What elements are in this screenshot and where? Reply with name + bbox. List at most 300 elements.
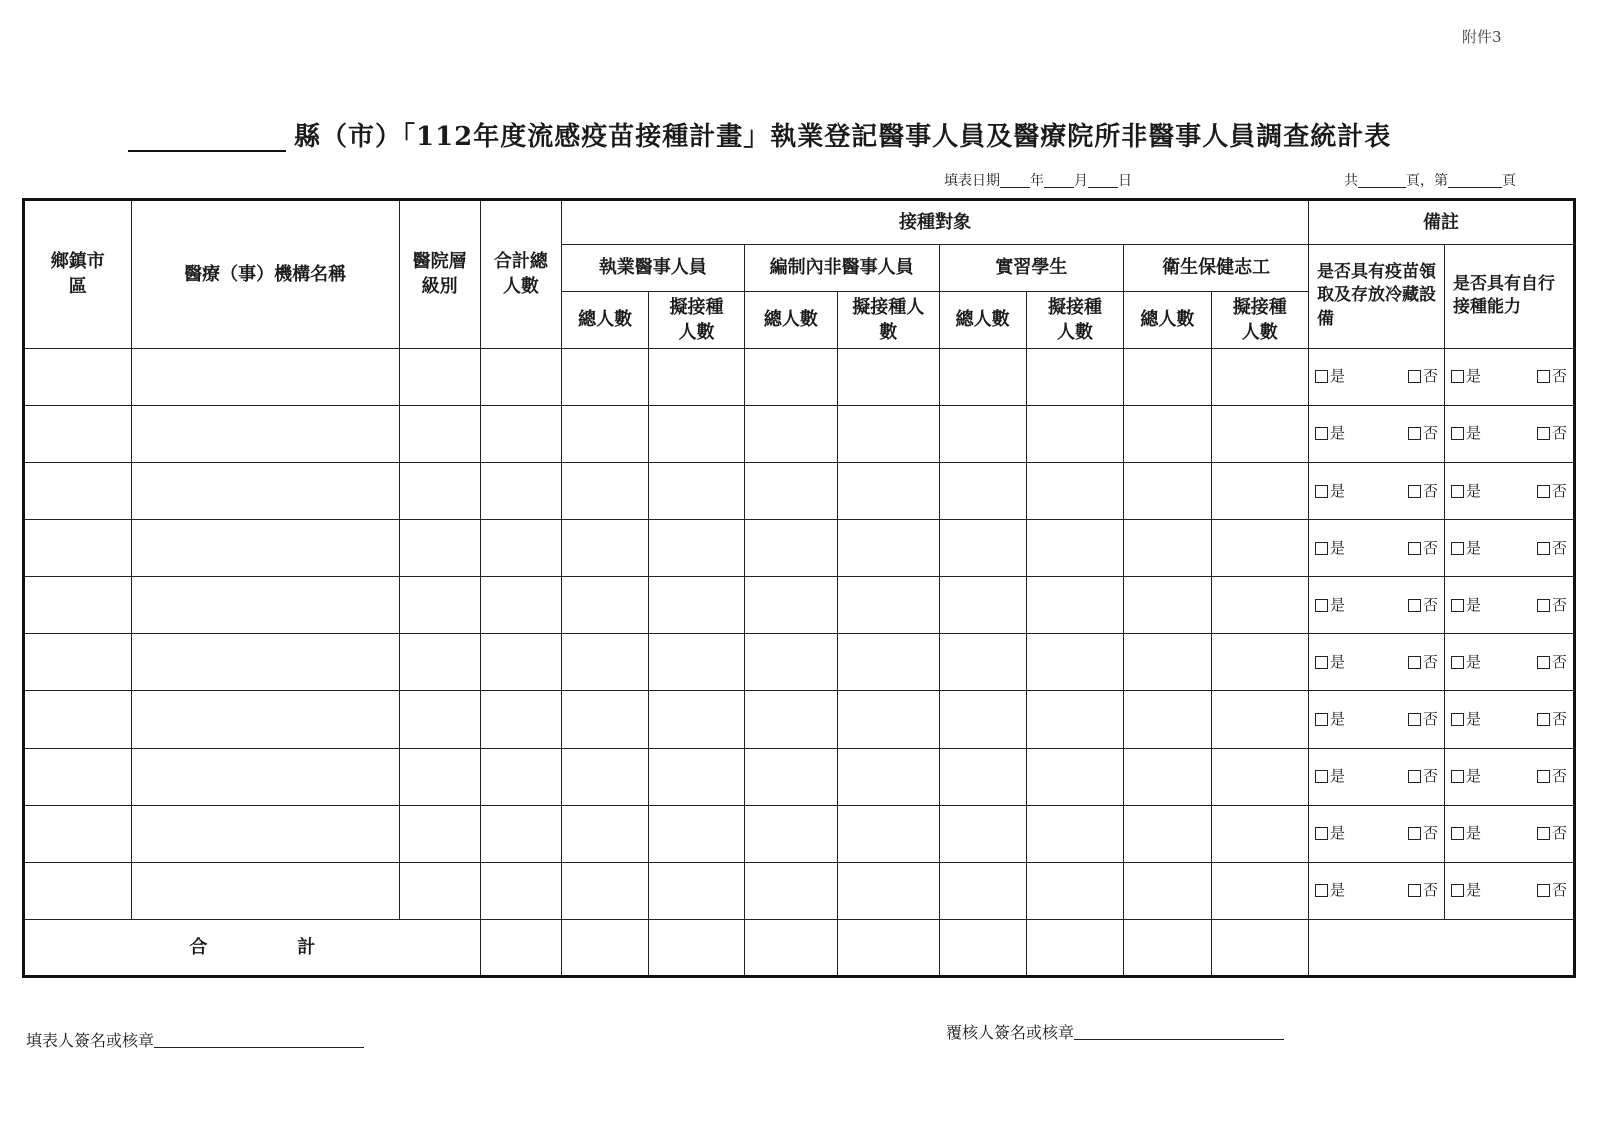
checkbox-no[interactable] — [1408, 823, 1438, 844]
page-unit-label-2: 頁 — [1502, 173, 1516, 189]
table-cell[interactable] — [838, 577, 940, 634]
table-cell[interactable] — [480, 805, 561, 862]
table-cell[interactable] — [838, 634, 940, 691]
checkbox-square-icon[interactable] — [1408, 370, 1421, 383]
table-cell[interactable] — [561, 520, 648, 577]
checkbox-yes[interactable] — [1315, 823, 1345, 844]
total-row — [24, 919, 1575, 976]
checkbox-yes[interactable] — [1451, 823, 1481, 844]
checkbox-square-icon[interactable] — [1315, 770, 1328, 783]
checkbox-yes-label: 是 — [1465, 538, 1481, 557]
table-cell[interactable] — [1026, 691, 1123, 748]
table-cell[interactable] — [1211, 520, 1308, 577]
table-cell[interactable] — [1211, 748, 1308, 805]
table-cell[interactable] — [939, 691, 1026, 748]
table-cell[interactable] — [131, 463, 399, 520]
checkbox-yes-label: 是 — [1465, 824, 1481, 843]
table-cell[interactable] — [399, 463, 480, 520]
checkbox-no-label: 否 — [1551, 538, 1567, 557]
filler-signature-label: 填表人簽名或核章 — [26, 1031, 155, 1050]
table-cell[interactable] — [744, 348, 837, 405]
checkbox-square-icon[interactable] — [1537, 770, 1550, 783]
table-cell[interactable] — [561, 405, 648, 462]
checkbox-pair — [1445, 880, 1573, 901]
table-cell[interactable] — [24, 748, 132, 805]
table-cell[interactable] — [399, 348, 480, 405]
table-cell[interactable] — [399, 577, 480, 634]
filler-signature — [26, 1028, 364, 1051]
checkbox-no[interactable] — [1408, 481, 1438, 502]
table-cell[interactable] — [838, 748, 940, 805]
checkbox-square-icon[interactable] — [1451, 884, 1464, 897]
table-cell[interactable] — [1211, 691, 1308, 748]
table-cell[interactable] — [399, 862, 480, 919]
table-cell[interactable] — [1026, 634, 1123, 691]
month-blank[interactable] — [1044, 173, 1074, 188]
table-cell[interactable] — [131, 348, 399, 405]
table-cell[interactable] — [649, 862, 744, 919]
table-cell[interactable] — [480, 748, 561, 805]
remark-storage-cell — [1308, 748, 1444, 805]
table-cell[interactable] — [399, 405, 480, 462]
remark-self-vaccinate-cell — [1444, 691, 1574, 748]
checkbox-no[interactable] — [1537, 709, 1567, 730]
checkbox-pair — [1445, 766, 1573, 787]
checkbox-pair — [1309, 766, 1444, 787]
checkbox-yes[interactable] — [1315, 709, 1345, 730]
checkbox-yes-label: 是 — [1465, 652, 1481, 671]
table-row — [24, 405, 1575, 462]
filler-signature-line[interactable] — [154, 1033, 364, 1048]
checkbox-square-icon[interactable] — [1408, 713, 1421, 726]
checkbox-pair — [1445, 595, 1573, 616]
checkbox-no-label: 否 — [1422, 367, 1438, 386]
checkbox-square-icon[interactable] — [1537, 713, 1550, 726]
checkbox-yes[interactable] — [1451, 538, 1481, 559]
header-group-non-medical-staff: 編制內非醫事人員 — [744, 244, 939, 291]
checkbox-pair — [1445, 709, 1573, 730]
table-cell[interactable] — [1124, 862, 1211, 919]
day-blank[interactable] — [1088, 173, 1118, 188]
table-cell[interactable] — [480, 862, 561, 919]
table-cell[interactable] — [1026, 748, 1123, 805]
checkbox-no[interactable] — [1537, 481, 1567, 502]
checkbox-yes[interactable] — [1315, 366, 1345, 387]
table-cell[interactable] — [838, 463, 940, 520]
checkbox-square-icon[interactable] — [1451, 485, 1464, 498]
table-cell[interactable] — [649, 520, 744, 577]
checkbox-no[interactable] — [1408, 538, 1438, 559]
year-blank[interactable] — [1000, 173, 1030, 188]
table-cell[interactable] — [649, 805, 744, 862]
table-cell[interactable] — [1211, 634, 1308, 691]
checkbox-square-icon[interactable] — [1408, 542, 1421, 555]
checkbox-no-label: 否 — [1422, 709, 1438, 728]
checkbox-square-icon[interactable] — [1315, 427, 1328, 440]
table-cell[interactable] — [131, 748, 399, 805]
table-cell[interactable] — [131, 405, 399, 462]
checkbox-square-icon[interactable] — [1408, 485, 1421, 498]
checkbox-pair — [1309, 423, 1444, 444]
page-title: 縣（市）「112年度流感疫苗接種計畫」執業登記醫事人員及醫療院所非醫事人員調查統計表 — [294, 122, 1392, 152]
total-cell[interactable] — [744, 919, 837, 976]
checkbox-square-icon[interactable] — [1315, 713, 1328, 726]
table-cell[interactable] — [939, 348, 1026, 405]
table-cell[interactable] — [1124, 691, 1211, 748]
checkbox-no[interactable] — [1408, 595, 1438, 616]
checkbox-square-icon[interactable] — [1451, 770, 1464, 783]
table-cell[interactable] — [838, 862, 940, 919]
table-cell[interactable] — [649, 577, 744, 634]
table-cell[interactable] — [744, 520, 837, 577]
table-cell[interactable] — [131, 691, 399, 748]
remark-self-vaccinate-cell — [1444, 463, 1574, 520]
table-cell[interactable] — [561, 463, 648, 520]
checkbox-square-icon[interactable] — [1451, 370, 1464, 383]
table-cell[interactable] — [24, 634, 132, 691]
table-row — [24, 691, 1575, 748]
checkbox-no-label: 否 — [1551, 367, 1567, 386]
current-page-prefix: 第 — [1434, 173, 1448, 189]
total-cell[interactable] — [480, 919, 561, 976]
header-institution: 醫療（事）機構名稱 — [131, 200, 399, 349]
table-cell[interactable] — [1211, 463, 1308, 520]
checkbox-no[interactable] — [1537, 423, 1567, 444]
table-cell[interactable] — [838, 805, 940, 862]
checkbox-pair — [1445, 823, 1573, 844]
header-sub-planned: 擬接種人數 — [649, 291, 744, 348]
checkbox-square-icon[interactable] — [1408, 656, 1421, 669]
checkbox-yes-label: 是 — [1329, 424, 1345, 443]
table-cell[interactable] — [24, 405, 132, 462]
checkbox-yes-label: 是 — [1329, 595, 1345, 614]
table-cell[interactable] — [1124, 577, 1211, 634]
table-cell[interactable] — [1211, 577, 1308, 634]
checkbox-yes[interactable] — [1315, 766, 1345, 787]
table-cell[interactable] — [480, 463, 561, 520]
checkbox-no[interactable] — [1537, 880, 1567, 901]
table-cell[interactable] — [1026, 520, 1123, 577]
remark-self-vaccinate-cell — [1444, 520, 1574, 577]
checkbox-yes[interactable] — [1451, 595, 1481, 616]
remark-storage-cell — [1308, 463, 1444, 520]
header-sub-total: 總人數 — [939, 291, 1026, 348]
table-cell[interactable] — [649, 348, 744, 405]
table-cell[interactable] — [744, 691, 837, 748]
table-cell[interactable] — [1211, 348, 1308, 405]
year-label: 年 — [1030, 173, 1044, 189]
total-cell[interactable] — [939, 919, 1026, 976]
checkbox-square-icon[interactable] — [1451, 427, 1464, 440]
month-label: 月 — [1074, 173, 1088, 189]
table-cell[interactable] — [24, 577, 132, 634]
table-cell[interactable] — [1211, 805, 1308, 862]
table-cell[interactable] — [24, 348, 132, 405]
checkbox-square-icon[interactable] — [1408, 827, 1421, 840]
table-cell[interactable] — [744, 405, 837, 462]
remark-self-vaccinate-cell — [1444, 577, 1574, 634]
table-cell[interactable] — [131, 577, 399, 634]
total-cell[interactable] — [1124, 919, 1211, 976]
table-cell[interactable] — [399, 691, 480, 748]
checkbox-no-label: 否 — [1422, 824, 1438, 843]
table-cell[interactable] — [399, 634, 480, 691]
checkbox-yes[interactable] — [1315, 880, 1345, 901]
checkbox-no[interactable] — [1408, 366, 1438, 387]
checkbox-no[interactable] — [1537, 652, 1567, 673]
table-row — [24, 748, 1575, 805]
checkbox-no[interactable] — [1408, 709, 1438, 730]
table-cell[interactable] — [939, 577, 1026, 634]
remark-self-vaccinate-cell — [1444, 348, 1574, 405]
total-cell[interactable] — [1211, 919, 1308, 976]
table-cell[interactable] — [1211, 862, 1308, 919]
table-cell[interactable] — [1026, 348, 1123, 405]
fill-date-label: 填表日期 — [944, 173, 1000, 189]
table-cell[interactable] — [1026, 405, 1123, 462]
table-cell[interactable] — [561, 805, 648, 862]
checkbox-square-icon[interactable] — [1315, 599, 1328, 612]
table-cell[interactable] — [561, 634, 648, 691]
table-cell[interactable] — [399, 748, 480, 805]
checkbox-no-label: 否 — [1422, 767, 1438, 786]
checkbox-square-icon[interactable] — [1537, 427, 1550, 440]
table-cell[interactable] — [399, 805, 480, 862]
checkbox-yes[interactable] — [1315, 538, 1345, 559]
table-row — [24, 520, 1575, 577]
header-sub-total: 總人數 — [1124, 291, 1211, 348]
checkbox-yes[interactable] — [1451, 481, 1481, 502]
table-cell[interactable] — [480, 691, 561, 748]
checkbox-square-icon[interactable] — [1451, 542, 1464, 555]
checkbox-pair — [1309, 481, 1444, 502]
table-cell[interactable] — [744, 463, 837, 520]
checkbox-square-icon[interactable] — [1451, 827, 1464, 840]
header-group-volunteers: 衛生保健志工 — [1124, 244, 1309, 291]
checkbox-square-icon[interactable] — [1451, 656, 1464, 669]
checkbox-square-icon[interactable] — [1537, 827, 1550, 840]
table-cell[interactable] — [1124, 634, 1211, 691]
table-cell[interactable] — [1124, 805, 1211, 862]
checkbox-no-label: 否 — [1422, 881, 1438, 900]
checkbox-square-icon[interactable] — [1537, 370, 1550, 383]
table-cell[interactable] — [649, 405, 744, 462]
current-page-blank[interactable] — [1448, 173, 1502, 188]
table-cell[interactable] — [24, 805, 132, 862]
table-cell[interactable] — [1124, 348, 1211, 405]
table-cell[interactable] — [744, 805, 837, 862]
table-cell[interactable] — [561, 748, 648, 805]
checkbox-square-icon[interactable] — [1315, 884, 1328, 897]
remark-self-vaccinate-cell — [1444, 405, 1574, 462]
checkbox-pair — [1309, 823, 1444, 844]
checkbox-no[interactable] — [1408, 766, 1438, 787]
header-total-people: 合計總人數 — [480, 200, 561, 349]
checkbox-no[interactable] — [1537, 538, 1567, 559]
table-cell[interactable] — [838, 348, 940, 405]
remark-self-vaccinate-cell — [1444, 634, 1574, 691]
checkbox-no-label: 否 — [1551, 709, 1567, 728]
table-cell[interactable] — [24, 691, 132, 748]
total-remark-cell — [1308, 919, 1574, 976]
table-cell[interactable] — [1124, 463, 1211, 520]
table-cell[interactable] — [939, 520, 1026, 577]
checkbox-yes[interactable] — [1315, 481, 1345, 502]
total-pages-prefix: 共 — [1344, 173, 1358, 189]
checkbox-no-label: 否 — [1422, 481, 1438, 500]
table-cell[interactable] — [939, 405, 1026, 462]
checkbox-square-icon[interactable] — [1315, 485, 1328, 498]
checkbox-pair — [1309, 366, 1444, 387]
checkbox-square-icon[interactable] — [1408, 599, 1421, 612]
checkbox-square-icon[interactable] — [1408, 427, 1421, 440]
table-cell[interactable] — [939, 634, 1026, 691]
table-cell[interactable] — [1026, 805, 1123, 862]
checkbox-no[interactable] — [1408, 880, 1438, 901]
checkbox-pair — [1309, 595, 1444, 616]
checkbox-square-icon[interactable] — [1451, 713, 1464, 726]
table-cell[interactable] — [1124, 405, 1211, 462]
total-cell[interactable] — [1026, 919, 1123, 976]
checkbox-no-label: 否 — [1551, 481, 1567, 500]
table-cell[interactable] — [24, 862, 132, 919]
total-cell[interactable] — [561, 919, 648, 976]
checkbox-no-label: 否 — [1422, 595, 1438, 614]
total-cell[interactable] — [838, 919, 940, 976]
table-cell[interactable] — [24, 463, 132, 520]
table-cell[interactable] — [744, 577, 837, 634]
reviewer-signature — [946, 1020, 1284, 1043]
checkbox-square-icon[interactable] — [1537, 542, 1550, 555]
table-cell[interactable] — [838, 405, 940, 462]
table-cell[interactable] — [1026, 862, 1123, 919]
header-remark-self-vaccinate: 是否具有自行接種能力 — [1444, 244, 1574, 348]
table-cell[interactable] — [1026, 577, 1123, 634]
checkbox-yes[interactable] — [1451, 766, 1481, 787]
table-cell[interactable] — [480, 348, 561, 405]
checkbox-no-label: 否 — [1551, 652, 1567, 671]
checkbox-pair — [1445, 366, 1573, 387]
table-cell[interactable] — [649, 691, 744, 748]
table-cell[interactable] — [744, 862, 837, 919]
table-cell[interactable] — [561, 691, 648, 748]
checkbox-no-label: 否 — [1551, 881, 1567, 900]
table-cell[interactable] — [131, 520, 399, 577]
table-cell[interactable] — [744, 634, 837, 691]
table-cell[interactable] — [399, 520, 480, 577]
checkbox-yes-label: 是 — [1465, 767, 1481, 786]
checkbox-square-icon[interactable] — [1315, 827, 1328, 840]
header-vaccination-targets: 接種對象 — [561, 200, 1308, 245]
table-cell[interactable] — [939, 862, 1026, 919]
checkbox-no-label: 否 — [1422, 652, 1438, 671]
table-cell[interactable] — [131, 862, 399, 919]
reviewer-signature-line[interactable] — [1074, 1025, 1284, 1040]
checkbox-square-icon[interactable] — [1451, 599, 1464, 612]
header-row-1 — [24, 200, 1575, 245]
table-cell[interactable] — [131, 805, 399, 862]
table-cell[interactable] — [649, 634, 744, 691]
table-cell[interactable] — [1026, 463, 1123, 520]
checkbox-square-icon[interactable] — [1408, 770, 1421, 783]
checkbox-yes[interactable] — [1451, 366, 1481, 387]
remark-storage-cell — [1308, 862, 1444, 919]
table-cell[interactable] — [561, 577, 648, 634]
total-pages-blank[interactable] — [1358, 173, 1406, 188]
table-cell[interactable] — [480, 405, 561, 462]
table-row — [24, 463, 1575, 520]
checkbox-yes[interactable] — [1451, 880, 1481, 901]
header-sub-planned: 擬接種人數 — [838, 291, 940, 348]
checkbox-yes[interactable] — [1315, 595, 1345, 616]
table-cell[interactable] — [939, 805, 1026, 862]
checkbox-yes-label: 是 — [1329, 481, 1345, 500]
table-cell[interactable] — [1124, 748, 1211, 805]
checkbox-square-icon[interactable] — [1315, 542, 1328, 555]
table-cell[interactable] — [838, 691, 940, 748]
header-remarks: 備註 — [1308, 200, 1574, 245]
table-cell[interactable] — [939, 748, 1026, 805]
checkbox-yes[interactable] — [1451, 652, 1481, 673]
checkbox-square-icon[interactable] — [1537, 656, 1550, 669]
checkbox-yes-label: 是 — [1329, 767, 1345, 786]
checkbox-no[interactable] — [1408, 652, 1438, 673]
checkbox-no[interactable] — [1537, 766, 1567, 787]
table-cell[interactable] — [480, 520, 561, 577]
table-cell[interactable] — [480, 634, 561, 691]
table-cell[interactable] — [649, 463, 744, 520]
table-cell[interactable] — [649, 748, 744, 805]
checkbox-yes[interactable] — [1315, 652, 1345, 673]
header-hospital-level: 醫院層級別 — [399, 200, 480, 349]
county-blank-line[interactable] — [128, 150, 286, 152]
checkbox-square-icon[interactable] — [1408, 884, 1421, 897]
checkbox-square-icon[interactable] — [1537, 485, 1550, 498]
checkbox-yes[interactable] — [1451, 423, 1481, 444]
table-cell[interactable] — [480, 577, 561, 634]
table-row — [24, 805, 1575, 862]
header-sub-total: 總人數 — [561, 291, 648, 348]
checkbox-no[interactable] — [1408, 423, 1438, 444]
checkbox-square-icon[interactable] — [1315, 656, 1328, 669]
table-cell[interactable] — [561, 862, 648, 919]
header-sub-total: 總人數 — [744, 291, 837, 348]
checkbox-yes[interactable] — [1451, 709, 1481, 730]
table-cell[interactable] — [1211, 405, 1308, 462]
checkbox-yes-label: 是 — [1465, 709, 1481, 728]
checkbox-square-icon[interactable] — [1315, 370, 1328, 383]
checkbox-yes[interactable] — [1315, 423, 1345, 444]
checkbox-square-icon[interactable] — [1537, 599, 1550, 612]
table-cell[interactable] — [131, 634, 399, 691]
checkbox-no[interactable] — [1537, 823, 1567, 844]
checkbox-no[interactable] — [1537, 366, 1567, 387]
table-cell[interactable] — [561, 348, 648, 405]
table-cell[interactable] — [1124, 520, 1211, 577]
checkbox-no[interactable] — [1537, 595, 1567, 616]
checkbox-no-label: 否 — [1422, 538, 1438, 557]
table-cell[interactable] — [24, 520, 132, 577]
remark-self-vaccinate-cell — [1444, 862, 1574, 919]
table-cell[interactable] — [744, 748, 837, 805]
table-cell[interactable] — [939, 463, 1026, 520]
total-cell[interactable] — [649, 919, 744, 976]
checkbox-yes-label: 是 — [1329, 709, 1345, 728]
table-row — [24, 862, 1575, 919]
statistics-table — [22, 198, 1576, 978]
checkbox-square-icon[interactable] — [1537, 884, 1550, 897]
table-cell[interactable] — [838, 520, 940, 577]
